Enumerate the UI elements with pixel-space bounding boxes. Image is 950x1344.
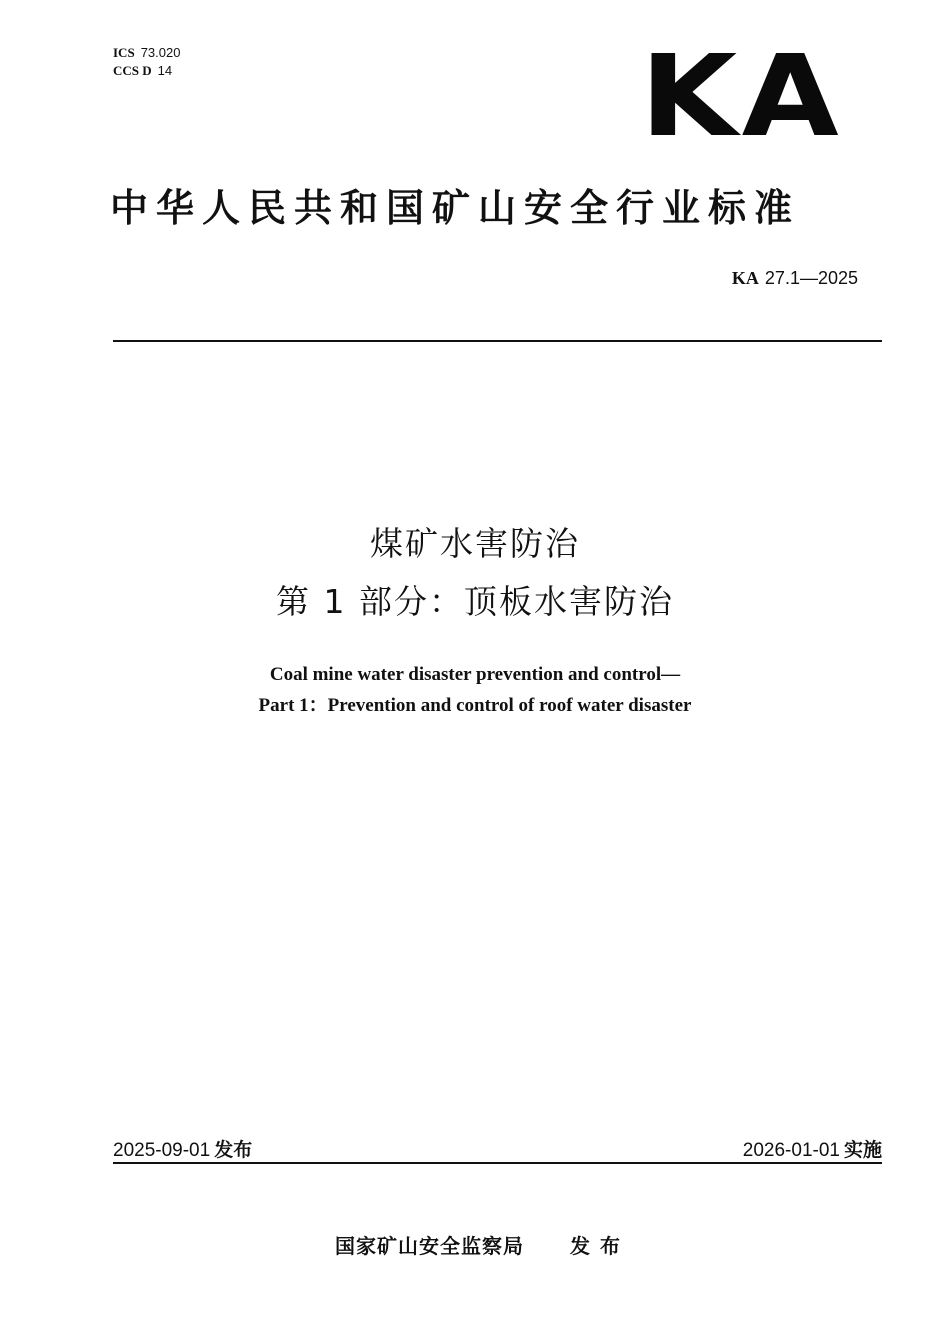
ccs-value: 14 (157, 63, 173, 78)
ics-value: 73.020 (140, 45, 181, 60)
chinese-title-line-1: 煤矿水害防治 (370, 524, 580, 563)
ics-code (113, 44, 180, 62)
ccs-label: CCS D (113, 63, 152, 78)
issuing-authority (335, 1230, 630, 1259)
top-divider (113, 340, 882, 342)
implementation-date-value: 2026-01-01 (742, 1140, 840, 1161)
classification-codes (113, 44, 180, 80)
ics-label: ICS (113, 45, 135, 60)
release-word: 发布 (214, 1139, 253, 1161)
ka-logo: KA (640, 32, 844, 162)
release-date-value: 2025-09-01 (113, 1140, 211, 1161)
standard-number-value: 27.1—2025 (764, 268, 858, 288)
implementation-word: 实施 (843, 1139, 882, 1161)
standard-category-title: 中华人民共和国矿山安全行业标准 (110, 186, 801, 230)
issuer-verb: 发布 (570, 1234, 630, 1258)
standard-code: KA (731, 268, 759, 288)
ccs-code (113, 62, 180, 80)
english-title-line-1: Coal mine water disaster prevention and control— (269, 664, 681, 685)
implementation-date (743, 1135, 882, 1162)
release-date (113, 1135, 252, 1162)
chinese-title-line-2: 第 1 部分：顶板水害防治 (276, 582, 674, 621)
issuer-name: 国家矿山安全监察局 (335, 1234, 524, 1258)
standard-number (732, 268, 858, 289)
bottom-divider (113, 1162, 882, 1164)
english-title-line-2: Part 1：Prevention and control of roof water disaster (258, 695, 692, 716)
